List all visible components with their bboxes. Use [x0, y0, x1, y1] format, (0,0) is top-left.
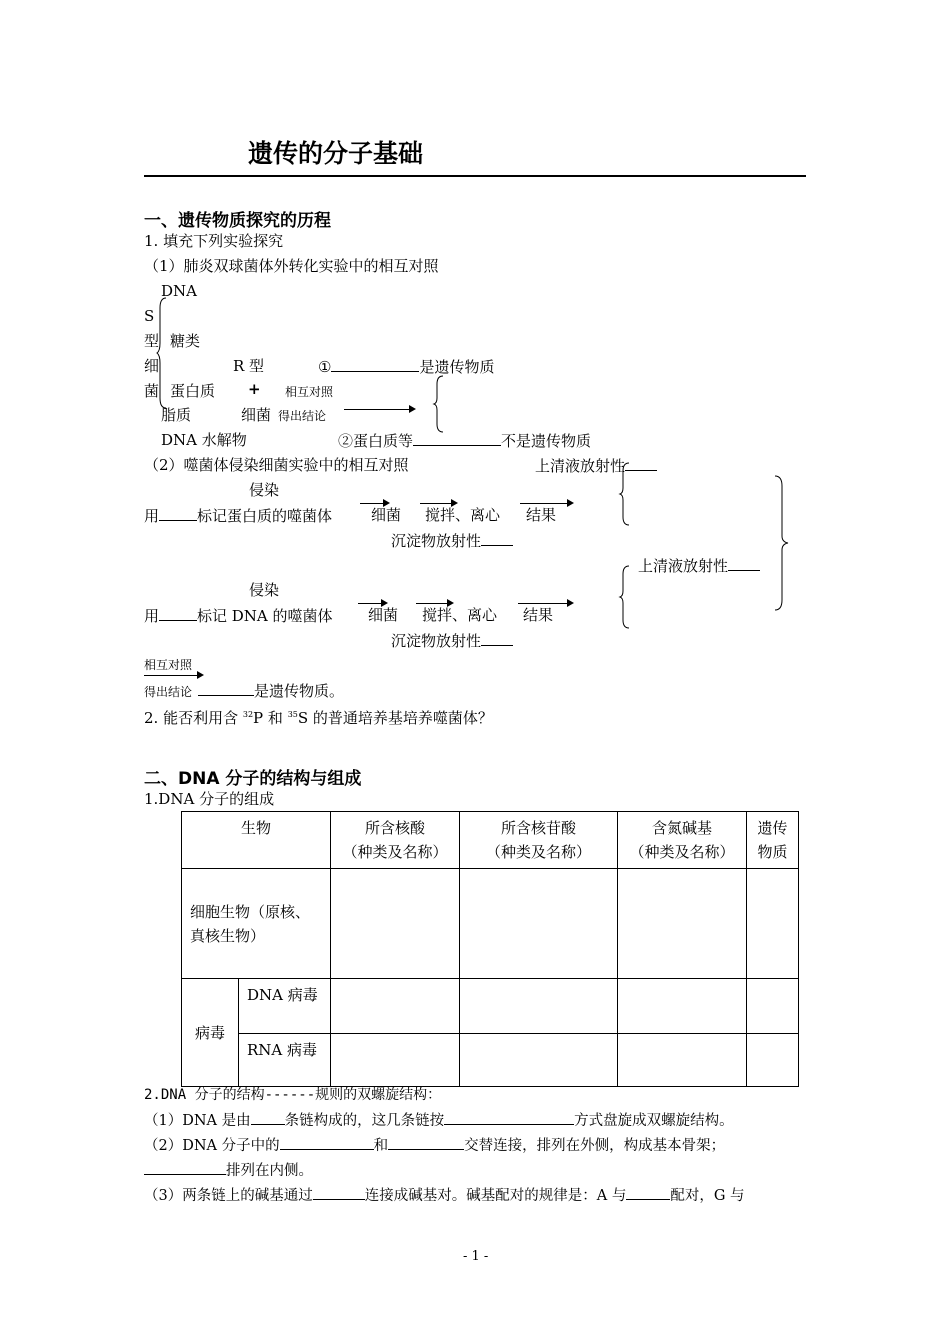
label-danbaizhi: 蛋白质 [170, 382, 216, 400]
header-nucleic-acid [331, 812, 460, 869]
s2-item1-b: 条链构成的，这几条链按 [284, 1113, 445, 1129]
header-nucleic-acid-l1: 所含核酸 [364, 819, 425, 837]
arrow-result1 [520, 503, 572, 504]
plus-sign: + [248, 380, 261, 398]
header-genetic-l2: 物质 [757, 843, 788, 861]
header-nucleotide-l2: （种类及名称） [485, 843, 591, 861]
q2-part-c: S 的普通培养基培养噬菌体？ [297, 709, 493, 727]
table-cell[interactable] [747, 1034, 799, 1087]
table-header-row [182, 812, 799, 869]
phage-line2 [144, 606, 333, 625]
label-xijun: 细菌 [241, 406, 272, 424]
s2-item3-c: 配对，G 与 [670, 1188, 745, 1204]
table-cell[interactable] [460, 979, 618, 1034]
arrow-result2 [518, 603, 572, 604]
label-xi: 细 [144, 357, 160, 375]
blank1-prefix: ① [318, 358, 332, 376]
phage-line1 [144, 506, 332, 525]
q2-part-a: 2. 能否利用含 [144, 709, 243, 727]
answer-blank-lower2[interactable] [481, 631, 513, 646]
answer-blank-2[interactable] [413, 431, 501, 446]
q2-part-b: P 和 [253, 709, 288, 727]
arrow-final [144, 675, 202, 676]
conclusion-line [144, 681, 344, 701]
header-nucleotide-l1: 所含核苷酸 [500, 819, 576, 837]
table-cell[interactable] [331, 979, 460, 1034]
lower2-label: 沉淀物放射性 [391, 632, 482, 650]
cellular-l2: 真核生物） [190, 926, 266, 945]
header-genetic-l1: 遗传 [757, 819, 788, 837]
virus-label: 病毒 [194, 1023, 225, 1042]
s2-item1 [144, 1110, 734, 1130]
label-qinran2: 侵染 [249, 581, 280, 599]
cell-cellular-organism [182, 869, 331, 979]
s2-item3-b: 连接成碱基对。碱基配对的规律是：A 与 [364, 1188, 627, 1204]
answer-blank-1[interactable] [331, 357, 419, 372]
table-cell[interactable] [331, 1034, 460, 1087]
label-tanglei: 糖类 [170, 332, 201, 350]
arrow-infect2 [358, 603, 386, 604]
label-dna-shuijie: DNA 水解物 [161, 431, 247, 449]
table-row [182, 1034, 799, 1087]
header-base-l2: （种类及名称） [629, 843, 735, 861]
table-cell[interactable] [747, 979, 799, 1034]
blank2-prefix: ②蛋白质等 [338, 432, 414, 450]
brace-big-right [775, 476, 789, 610]
answer-blank-upper2[interactable] [728, 556, 760, 571]
s2-item2-cont [144, 1160, 313, 1180]
arrow-infect1 [360, 503, 388, 504]
title-rule [144, 175, 806, 177]
header-base-l1: 含氮碱基 [651, 819, 712, 837]
header-base [618, 812, 747, 869]
blank2-line [338, 431, 591, 450]
header-nucleotide [460, 812, 618, 869]
phage2-mid: 标记 DNA 的噬菌体 [197, 607, 333, 625]
dna-composition-table [181, 811, 799, 1087]
label-jiaoban2: 搅拌、离心 [422, 606, 498, 624]
label-rxing: R 型 [233, 357, 265, 375]
table-row [182, 869, 799, 979]
label-xing: 型 [144, 332, 160, 350]
label-dechu-jielun: 得出结论 [278, 409, 327, 423]
answer-blank-manner[interactable] [444, 1110, 574, 1125]
answer-blank-label1[interactable] [159, 506, 197, 521]
answer-blank-label2[interactable] [159, 606, 197, 621]
section1-heading: 一、遗传物质探究的历程 [144, 211, 331, 231]
table-cell[interactable] [747, 869, 799, 979]
table-cell[interactable] [460, 869, 618, 979]
label-xijun3: 细菌 [368, 606, 399, 624]
blank1-suffix: 是遗传物质 [419, 358, 495, 376]
answer-blank-strands[interactable] [251, 1110, 285, 1125]
table-cell[interactable] [460, 1034, 618, 1087]
dna-virus-label: DNA 病毒 [247, 986, 318, 1004]
label-jieguo2: 结果 [523, 606, 554, 624]
table-cell[interactable] [618, 1034, 747, 1087]
phage2-prefix: 用 [144, 607, 160, 625]
lower1-label: 沉淀物放射性 [391, 532, 482, 550]
label-jiaoban1: 搅拌、离心 [425, 506, 501, 524]
s2-item2-a: （2）DNA 分子中的 [144, 1138, 280, 1154]
s2-item1-a: （1）DNA 是由 [144, 1113, 251, 1129]
right-brace-small [434, 376, 444, 432]
header-nucleic-acid-l2: （种类及名称） [342, 843, 448, 861]
s1-subheading1: （1）肺炎双球菌体外转化实验中的相互对照 [144, 257, 439, 275]
answer-blank-conclusion[interactable] [198, 681, 254, 696]
page-number: - 1 - [463, 1249, 489, 1264]
label-qinran1: 侵染 [249, 481, 280, 499]
answer-blank-lower1[interactable] [481, 531, 513, 546]
answer-blank-pair-a[interactable] [626, 1185, 670, 1200]
blank2-suffix: 不是遗传物质 [501, 432, 592, 450]
s1-question1: 1. 填充下列实验探究 [144, 232, 284, 250]
arrow-conclusion [344, 409, 414, 410]
cell-dna-virus [239, 979, 331, 1034]
label-jun: 菌 [144, 382, 160, 400]
s2-item2-c: 交替连接，排列在外侧，构成基本骨架； [464, 1138, 726, 1154]
label-xijun2: 细菌 [371, 506, 402, 524]
label-dna: DNA [161, 282, 197, 300]
upper2-label: 上清液放射性 [638, 557, 729, 575]
table-cell[interactable] [618, 869, 747, 979]
upper2-line [638, 556, 760, 575]
arrow-stir2 [416, 603, 452, 604]
table-cell[interactable] [331, 869, 460, 979]
label-s: S [144, 307, 155, 325]
header-organism [182, 812, 331, 869]
arrow-stir1 [420, 503, 456, 504]
cellular-l1: 细胞生物（原核、 [190, 902, 311, 921]
left-brace [157, 298, 167, 408]
answer-blank-backbone2[interactable] [388, 1135, 464, 1150]
answer-blank-bond[interactable] [313, 1185, 365, 1200]
lower1-line [391, 531, 513, 550]
label-huxiang2: 相互对照 [144, 658, 193, 672]
blank1-line [318, 357, 494, 376]
page-title: 遗传的分子基础 [248, 139, 424, 168]
s1-question2 [144, 706, 493, 727]
s2-item3-a: （3）两条链上的碱基通过 [144, 1188, 313, 1204]
brace-result1 [620, 463, 630, 525]
s2-question2: 2.DNA 分子的结构------规则的双螺旋结构： [144, 1087, 442, 1103]
conclusion-suffix: 是遗传物质。 [254, 682, 345, 700]
table-cell[interactable] [618, 979, 747, 1034]
answer-blank-inside[interactable] [144, 1160, 226, 1175]
upper1-label: 上清液放射性 [535, 457, 626, 475]
rna-virus-label: RNA 病毒 [247, 1041, 318, 1059]
section2-heading: 二、DNA 分子的结构与组成 [144, 769, 362, 789]
q2-sup-32: 32 [242, 710, 254, 719]
s2-item2-d: 排列在内侧。 [226, 1163, 313, 1179]
s2-item3 [144, 1185, 745, 1205]
table-row [182, 979, 799, 1034]
q2-sup-35: 35 [287, 710, 298, 719]
header-organism-text: 生物 [240, 819, 271, 837]
answer-blank-backbone1[interactable] [280, 1135, 374, 1150]
phage1-prefix: 用 [144, 507, 160, 525]
cell-rna-virus [239, 1034, 331, 1087]
s2-item2-b: 和 [373, 1138, 389, 1154]
s2-question1: 1.DNA 分子的组成 [144, 790, 275, 808]
upper1-line [535, 456, 657, 475]
label-zhizhi: 脂质 [161, 406, 192, 424]
s1-subheading2: （2）噬菌体侵染细菌实验中的相互对照 [144, 456, 409, 474]
s2-item2 [144, 1135, 725, 1155]
header-genetic-material [747, 812, 799, 869]
label-dechu2: 得出结论 [144, 685, 193, 699]
label-huxiang-duizhao: 相互对照 [285, 385, 334, 399]
lower2-line [391, 631, 513, 650]
cell-virus [182, 979, 239, 1087]
brace-result2 [620, 566, 630, 628]
label-jieguo1: 结果 [526, 506, 557, 524]
phage1-mid: 标记蛋白质的噬菌体 [197, 507, 333, 525]
s2-item1-c: 方式盘旋成双螺旋结构。 [574, 1113, 734, 1129]
